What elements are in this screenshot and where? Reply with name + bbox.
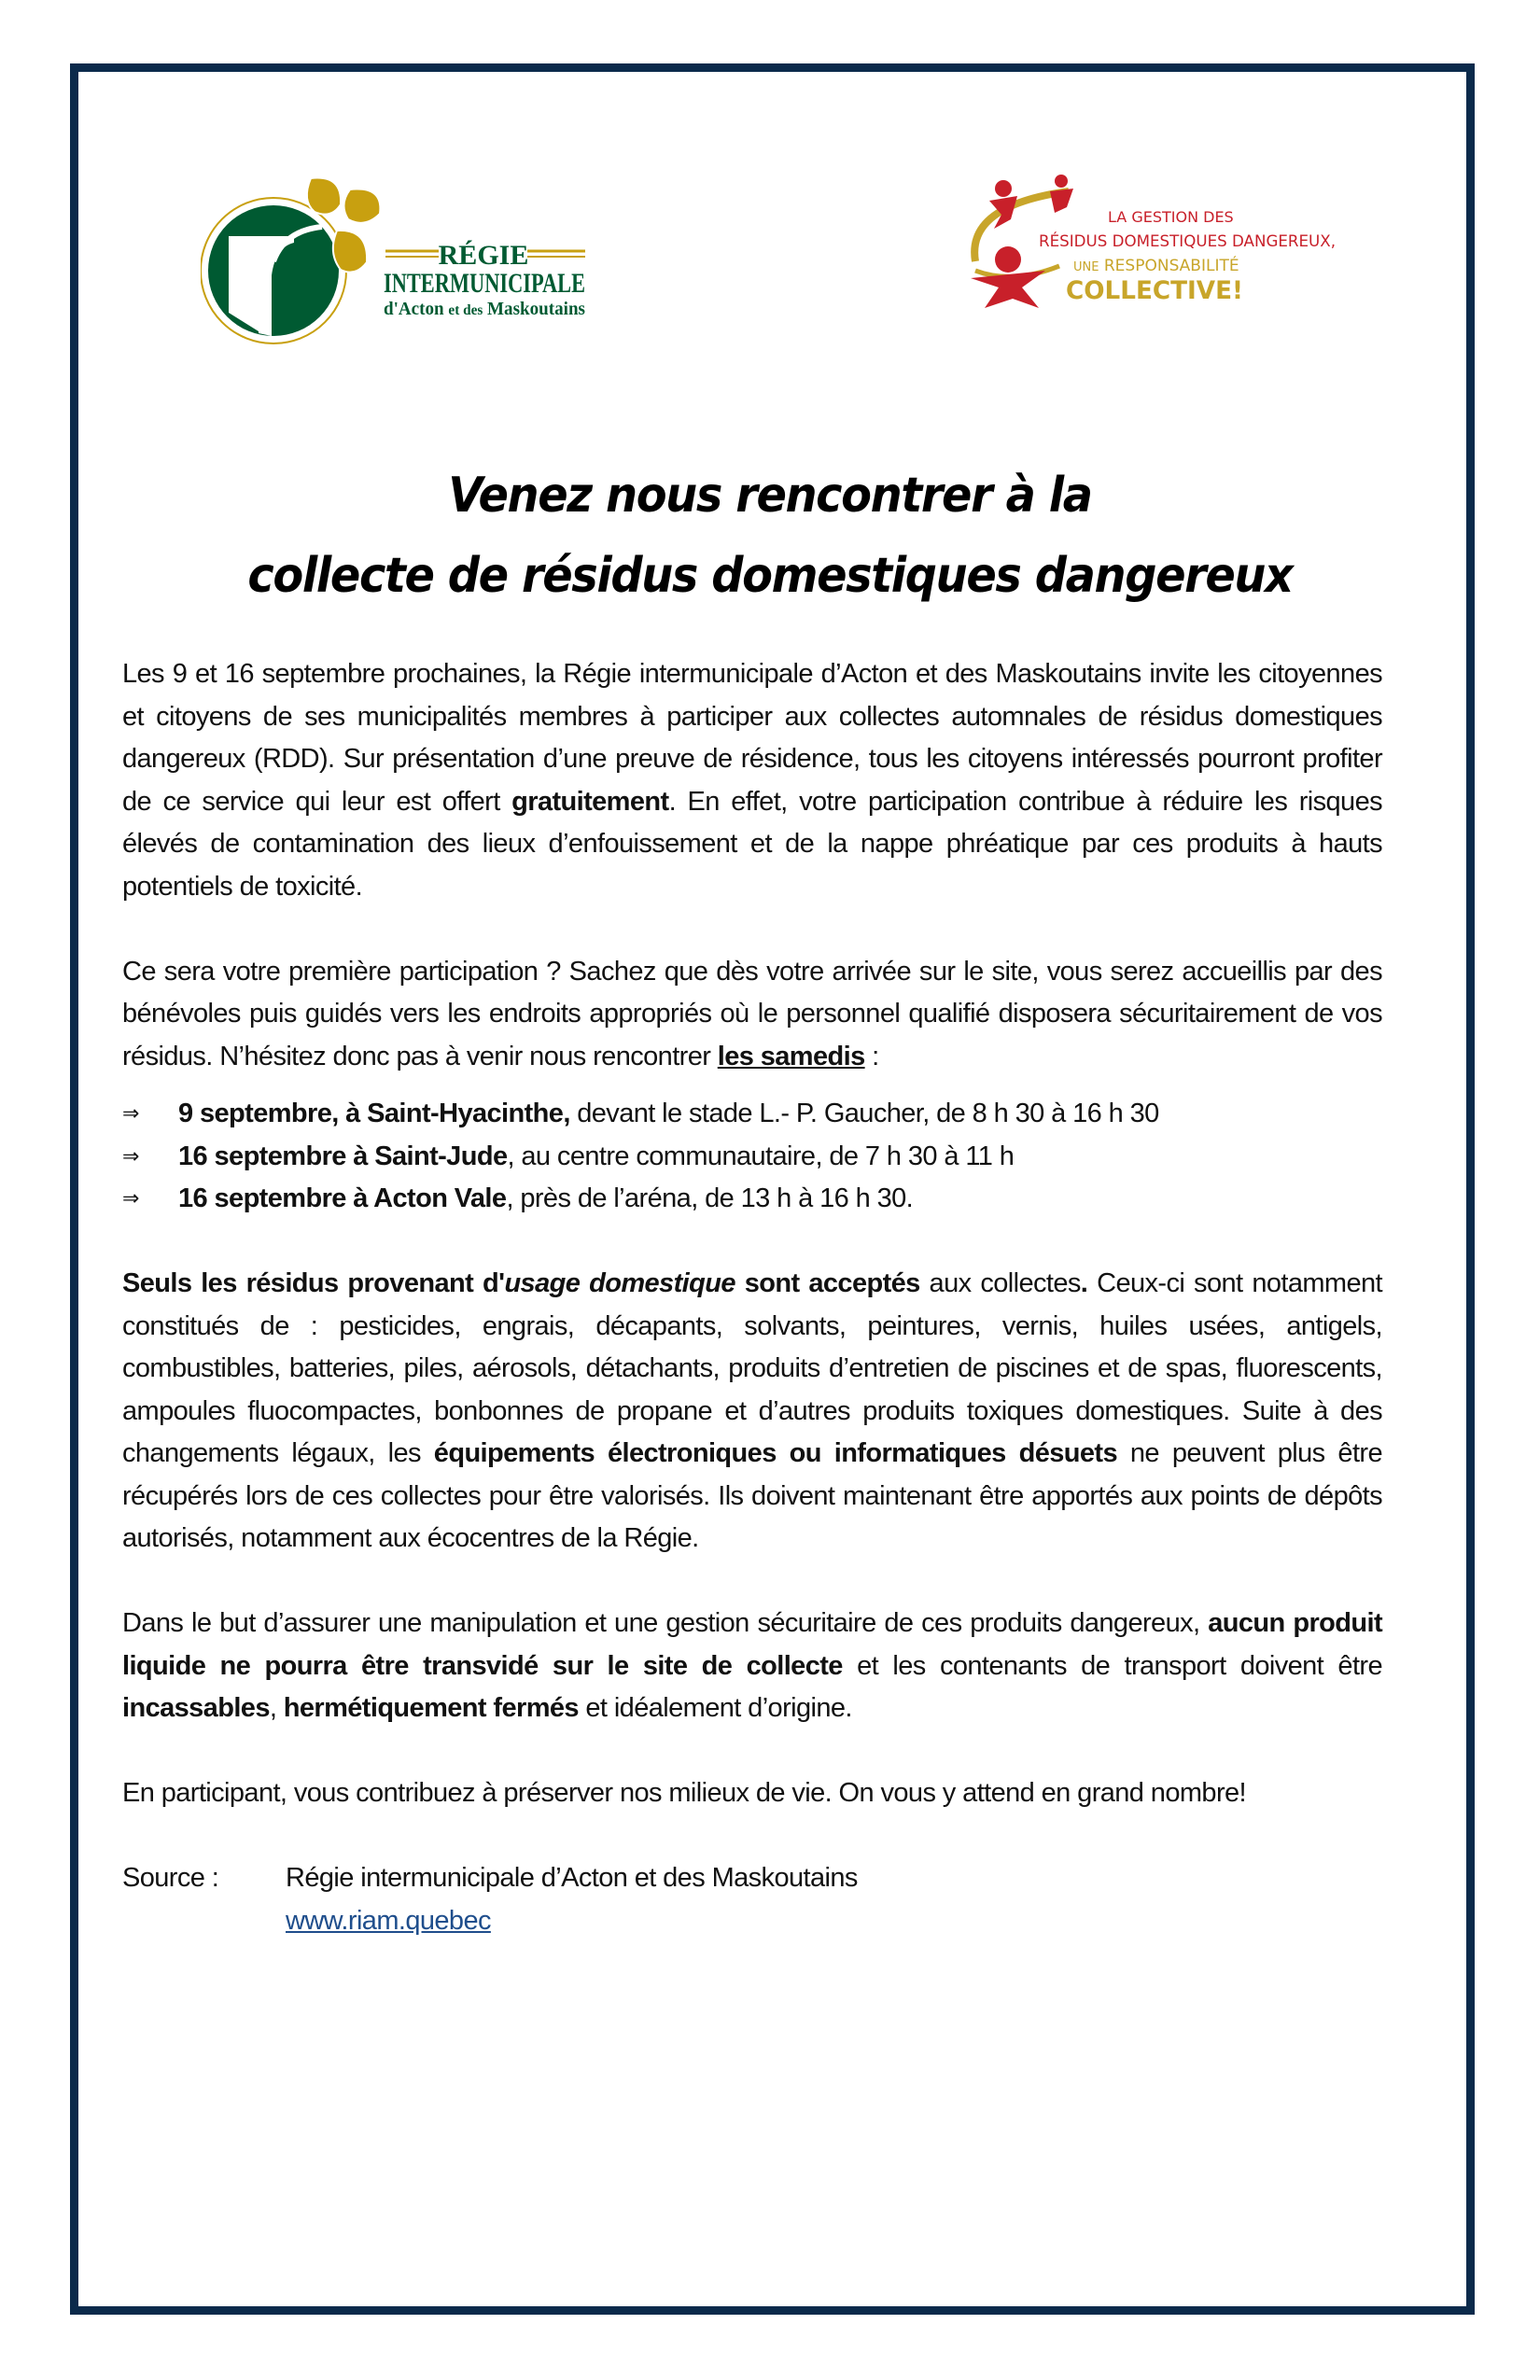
schedule-date-place: 16 septembre à Acton Vale	[178, 1183, 507, 1213]
riam-logo	[201, 173, 649, 359]
rdd-logo-line3b: RESPONSABILITÉ	[1103, 257, 1239, 275]
schedule-date-place: 16 septembre à Saint-Jude	[178, 1141, 508, 1171]
intro-text: Les 9 et 16 septembre prochaines, la Régie intermunicipale d’Acton et des Maskoutains invite les citoyennes et citoyens de ses municipalités membres à participer aux collectes automnales de résidus domestiques dangereux (RDD). Sur présentation d’une preuve de résidence, tous les citoyens intéressés pourront profiter de ce service qui leur est offert	[122, 659, 1382, 817]
schedule-details: devant le stade L.- P. Gaucher, de 8 h 30 à 16 h 30	[569, 1099, 1159, 1128]
paragraph-accepted-waste	[122, 1263, 1382, 1561]
schedule-details: , près de l’aréna, de 13 h à 16 h 30.	[506, 1183, 914, 1213]
source-website-link[interactable]: www.riam.quebec	[286, 1905, 491, 1936]
arrow-right-icon: ⇒	[122, 1102, 139, 1126]
safety-comma: ,	[269, 1693, 284, 1723]
safety-text-2: et les contenants de transport doivent être	[842, 1650, 1382, 1681]
riam-logo-line3a: d'Acton	[384, 299, 447, 319]
paragraph-safety	[122, 1603, 1382, 1730]
safety-text: Dans le but d’assurer une manipulation et une gestion sécuritaire de ces produits dangereux,	[122, 1608, 1209, 1638]
svg-text:UNE RESPONSABILITÉ	[1073, 255, 1239, 275]
schedule-item	[122, 1093, 1382, 1136]
paragraph-first-participation	[122, 951, 1382, 1079]
schedule-list	[122, 1093, 1382, 1221]
safety-text-3: et idéalement d’origine.	[578, 1693, 852, 1723]
intro-text-2: . En effet, votre participation contribue à réduire les risques élevés de contamination des lieux d’enfouissement et de la nappe phréatique par ces produits à hauts potentiels de toxicité.	[122, 786, 1382, 902]
accepted-text: aux collectes	[919, 1268, 1081, 1298]
riam-logo-line3c: Maskoutains	[487, 299, 591, 319]
riam-logo-line2: INTERMUNICIPALE	[384, 268, 585, 299]
saturdays-emphasis: les samedis	[717, 1041, 865, 1071]
rdd-logo-line4: COLLECTIVE!	[1066, 276, 1243, 305]
schedule-details: , au centre communautaire, de 7 h 30 à 11 h	[507, 1141, 1015, 1171]
riam-logo-line1: RÉGIE	[438, 240, 529, 271]
arrow-right-icon: ⇒	[122, 1144, 139, 1169]
participation-text: Ce sera votre première participation ? Sachez que dès votre arrivée sur le site, vous serez accueillis par des bénévoles puis guidés vers les endroits appropriés où le personnel qualifié disposera sécuritairement de vos résidus. N’hésitez donc pas à venir nous rencontrer	[122, 956, 1382, 1071]
no-liquid-emphasis: aucun produit liquide ne pourra être transvidé sur le site de collecte	[122, 1608, 1383, 1681]
rdd-logo-line3a: UNE	[1073, 260, 1099, 274]
participation-colon: :	[864, 1041, 879, 1071]
schedule-item	[122, 1178, 1382, 1221]
article-body	[122, 653, 1382, 1942]
unbreakable-emphasis: incassables	[122, 1693, 270, 1723]
rdd-logo-line2: RÉSIDUS DOMESTIQUES DANGEREUX,	[1039, 232, 1342, 251]
accepted-bold-2: sont acceptés	[735, 1268, 920, 1298]
schedule-item	[122, 1136, 1382, 1179]
source-label: Source :	[122, 1863, 219, 1893]
riam-logo-line3b: et des	[448, 302, 485, 318]
source-block	[122, 1857, 1382, 1942]
title-line-1: Venez nous rencontrer à la	[448, 468, 1092, 524]
page-title	[62, 455, 1478, 616]
accepted-bold-1: Seuls les résidus provenant d'	[122, 1268, 505, 1298]
accepted-italic: usage domestique	[504, 1268, 735, 1298]
accepted-dot: .	[1080, 1268, 1088, 1298]
electronics-text: ne peuvent plus être récupérés lors de ces collectes pour être valorisés. Ils doivent maintenant être apportés aux points de dépôts autorisés, notamment aux écocentres de la Régie.	[122, 1438, 1382, 1553]
schedule-date-place: 9 septembre, à Saint-Hyacinthe,	[178, 1099, 570, 1128]
source-organization: Régie intermunicipale d’Acton et des Maskoutains	[286, 1863, 858, 1893]
arrow-right-icon: ⇒	[122, 1187, 139, 1211]
electronics-emphasis: équipements électroniques ou informatiques désuets	[433, 1438, 1117, 1468]
accepted-list-text: Ceux-ci sont notamment constitués de : pesticides, engrais, décapants, solvants, peintures, vernis, huiles usées, antigels, combustibles, batteries, piles, aérosols, détachants, produits d’entretien de piscines et de spas, fluorescents, ampoules fluocompactes, bonbonnes de propane et d’autres produits toxiques domestiques. Suite à des changements légaux, les	[122, 1268, 1382, 1468]
title-line-2: collecte de résidus domestiques dangereux	[247, 548, 1293, 604]
rdd-logo	[957, 168, 1358, 317]
sealed-emphasis: hermétiquement fermés	[283, 1693, 579, 1723]
paragraph-intro	[122, 653, 1382, 908]
intro-bold-free: gratuitement	[511, 786, 669, 817]
rdd-logo-line1: LA GESTION DES	[1108, 208, 1234, 226]
rdd-figures-icon	[957, 168, 1358, 317]
paragraph-closing: En participant, vous contribuez à préserver nos milieux de vie. On vous y attend en grand nombre!	[122, 1778, 1246, 1808]
riam-emblem-icon	[201, 173, 649, 359]
svg-text:d'Acton et des Mas	[384, 299, 591, 319]
